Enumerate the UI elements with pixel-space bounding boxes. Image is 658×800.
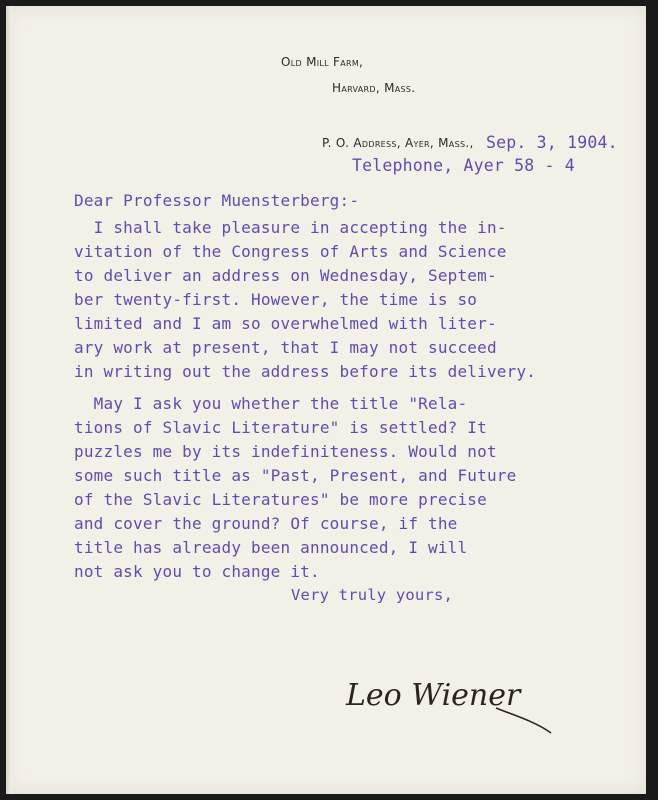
body-line: and cover the ground? Of course, if the [74,514,458,533]
body-line: ber twenty-first. However, the time is so [74,290,478,309]
body-line: May I ask you whether the title "Rela- [74,394,468,413]
body-line: in writing out the address before its delivery. [74,362,537,381]
signature [346,678,566,738]
telephone-line: Telephone, Ayer 58 - 4 [352,156,575,175]
letterhead-address: P. O. Address, Ayer, Mass., [322,136,474,150]
letter-date: Sep. 3, 1904. [486,133,618,152]
body-line: tions of Slavic Literature" is settled? It [74,418,487,437]
body-line: puzzles me by its indefiniteness. Would not [74,442,497,461]
body-line: some such title as "Past, Present, and Future [74,466,517,485]
letterhead-farm: Old Mill Farm, [281,55,364,69]
body-line: to deliver an address on Wednesday, Septem- [74,266,497,285]
signature-text: Leo Wiener [346,678,521,713]
body-line: not ask you to change it. [74,562,320,581]
closing: Very truly yours, [291,586,454,604]
body-line: I shall take pleasure in accepting the in- [74,218,507,237]
body-line: vitation of the Congress of Arts and Science [74,242,507,261]
body-line: title has already been announced, I will [74,538,468,557]
body-line: of the Slavic Literatures" be more precise [74,490,487,509]
page-fold-shadow [6,6,12,794]
body-line: ary work at present, that I may not succeed [74,338,497,357]
body-line: limited and I am so overwhelmed with liter- [74,314,497,333]
letterhead-town: Harvard, Mass. [332,81,416,95]
letter-page [6,6,646,794]
salutation: Dear Professor Muensterberg:- [74,191,360,210]
signature-flourish [346,678,566,738]
